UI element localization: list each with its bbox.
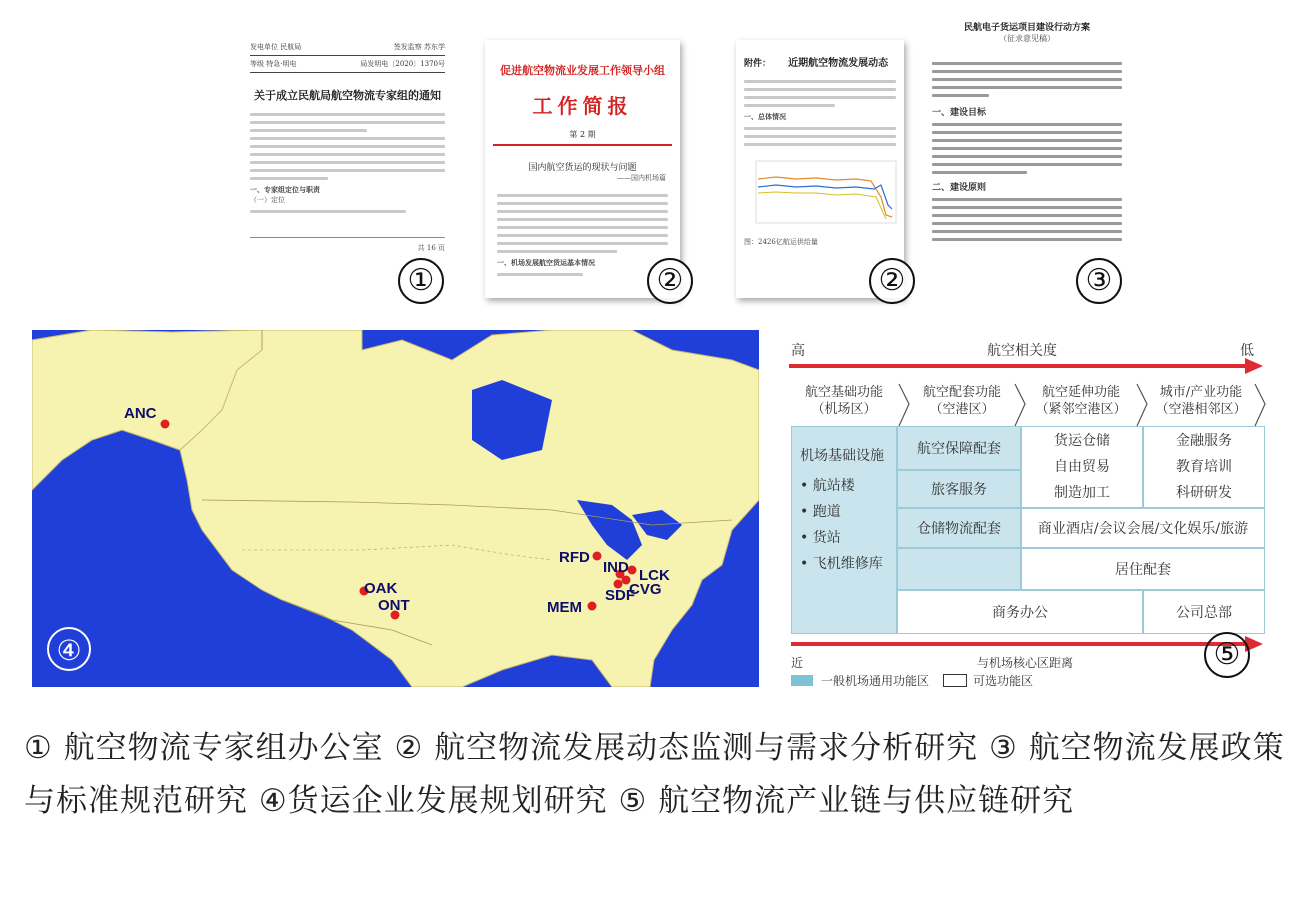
city-finance: 金融服务 [1176, 433, 1232, 449]
doc3-label: 附件： [744, 59, 772, 69]
doc3-chart-caption: 图：2426亿航运供给量 [744, 238, 818, 246]
relevance-high: 高 [791, 343, 805, 359]
ext-cargo-warehouse: 货运仓储 [1054, 433, 1110, 449]
badge-1: ① [398, 258, 444, 304]
legend-general-label: 一般机场通用功能区 [821, 674, 930, 688]
hub-marker-rfd [593, 552, 602, 561]
legend-general-swatch [791, 675, 813, 686]
cell-hq: 公司总部 [1143, 590, 1265, 634]
code-oak: OAK [364, 580, 398, 597]
header-city-text: 城市/产业功能 （空港相邻区） [1155, 385, 1247, 417]
industry-chain-diagram [787, 340, 1270, 692]
relevance-label: 航空相关度 [987, 343, 1057, 359]
airport-infra-title: 机场基础设施 [800, 448, 884, 464]
item-runway: 跑道 [812, 504, 841, 520]
legend-optional-label: 可选功能区 [973, 674, 1034, 688]
cell-commerce: 商业酒店/会议会展/文化娱乐/旅游 [1021, 508, 1265, 548]
cell-airport-infra [791, 426, 897, 634]
sub-left: 等级 特急·明电 [250, 60, 297, 68]
header-extension [1025, 384, 1137, 426]
code-sdf: SDF [605, 587, 635, 604]
badge-5: ⑤ [1204, 632, 1250, 678]
brief-title: 工作简报 [532, 94, 633, 118]
city-education: 教育培训 [1176, 459, 1232, 475]
doc4-section1: 一、建设目标 [932, 108, 987, 118]
code-cvg: CVG [629, 581, 662, 598]
cell-city-list [1143, 426, 1265, 508]
brief-section: 一、机场发展航空货运基本情况 [497, 258, 595, 267]
cell-support-1: 旅客服务 [897, 470, 1021, 508]
cell-office: 商务办公 [897, 590, 1143, 634]
doc-title: 关于成立民航局航空物流专家组的通知 [254, 89, 441, 102]
document-recent-dynamics [736, 40, 904, 298]
airport-infra-item: • 航站楼 [800, 478, 855, 494]
relevance-low: 低 [1240, 343, 1254, 359]
brief-heading: 国内航空货运的现状与问题 [528, 163, 637, 173]
item-hangar: 飞机维修库 [812, 556, 883, 572]
brief-issue: 第 2 期 [569, 130, 596, 139]
header-left: 发电单位 民航局 [250, 43, 302, 51]
code-ind: IND [603, 559, 629, 576]
doc-header [250, 42, 445, 52]
section-subheading: （一）定位 [250, 196, 285, 204]
doc-subheader [250, 59, 445, 69]
doc4-section2: 二、建设原则 [932, 183, 987, 193]
badge-2b: ② [869, 258, 915, 304]
doc4-title: 民航电子货运项目建设行动方案 [963, 23, 1090, 33]
header-extension-text: 航空延伸功能 （紧邻空港区） [1035, 385, 1127, 417]
code-anc: ANC [124, 405, 157, 422]
cell-support-empty [897, 548, 1021, 590]
item-terminal: 航站楼 [812, 478, 855, 494]
city-research: 科研研发 [1176, 485, 1232, 501]
header-city [1147, 384, 1255, 426]
distance-label: 与机场核心区距离 [977, 656, 1074, 670]
north-america-hub-map [32, 330, 759, 687]
header-right: 签发监察 苏东学 [393, 43, 445, 51]
badge-3: ③ [1076, 258, 1122, 304]
code-ont: ONT [378, 597, 410, 614]
airport-infra-item: • 货站 [800, 530, 841, 546]
hub-marker-lck [628, 566, 637, 575]
brief-group: 促进航空物流业发展工作领导小组 [500, 64, 665, 77]
header-support [909, 384, 1015, 426]
hub-marker-anc [161, 420, 170, 429]
sub-right: 局发明电〔2020〕1370号 [360, 60, 445, 68]
doc3-title: 近期航空物流发展动态 [788, 58, 889, 69]
header-support-text: 航空配套功能 （空港区） [922, 385, 1001, 417]
item-cargo-station: 货站 [812, 530, 841, 546]
brief-subheading: ——国内机场篇 [617, 174, 666, 182]
cell-support-0: 航空保障配套 [897, 426, 1021, 470]
hub-marker-mem [588, 602, 597, 611]
ext-manufacturing: 制造加工 [1054, 485, 1110, 501]
document-expert-group-notice [250, 8, 445, 298]
cell-extension-list [1021, 426, 1143, 508]
doc4-subtitle: （征求意见稿） [999, 34, 1055, 43]
doc3-section: 一、总体情况 [744, 112, 786, 121]
figure-caption: ① 航空物流专家组办公室 ② 航空物流发展动态监测与需求分析研究 ③ 航空物流发展政策与标准规范研究 ④货运企业发展规划研究 ⑤ 航空物流产业链与供应链研究 [24, 730, 1285, 819]
legend [791, 672, 1033, 689]
section-heading: 一、专家组定位与职责 [250, 185, 320, 194]
header-airport-text: 航空基础功能 （机场区） [804, 385, 883, 417]
legend-optional-swatch [943, 674, 967, 687]
airport-infra-item: • 飞机维修库 [800, 556, 883, 572]
airport-infra-item: • 跑道 [800, 504, 841, 520]
header-airport [791, 384, 897, 426]
page-count: 共 16 页 [417, 244, 445, 252]
distance-near: 近 [791, 656, 804, 670]
document-work-brief [485, 40, 680, 298]
badge-2a: ② [647, 258, 693, 304]
code-lck: LCK [639, 567, 670, 584]
code-rfd: RFD [559, 549, 590, 566]
badge-4: ④ [56, 634, 82, 667]
doc3-heading [736, 40, 904, 69]
code-mem: MEM [547, 599, 582, 616]
doc3-line-chart [736, 157, 904, 237]
cell-support-2: 仓储物流配套 [897, 508, 1021, 548]
cell-living: 居住配套 [1021, 548, 1265, 590]
ext-free-trade: 自由贸易 [1054, 459, 1110, 475]
